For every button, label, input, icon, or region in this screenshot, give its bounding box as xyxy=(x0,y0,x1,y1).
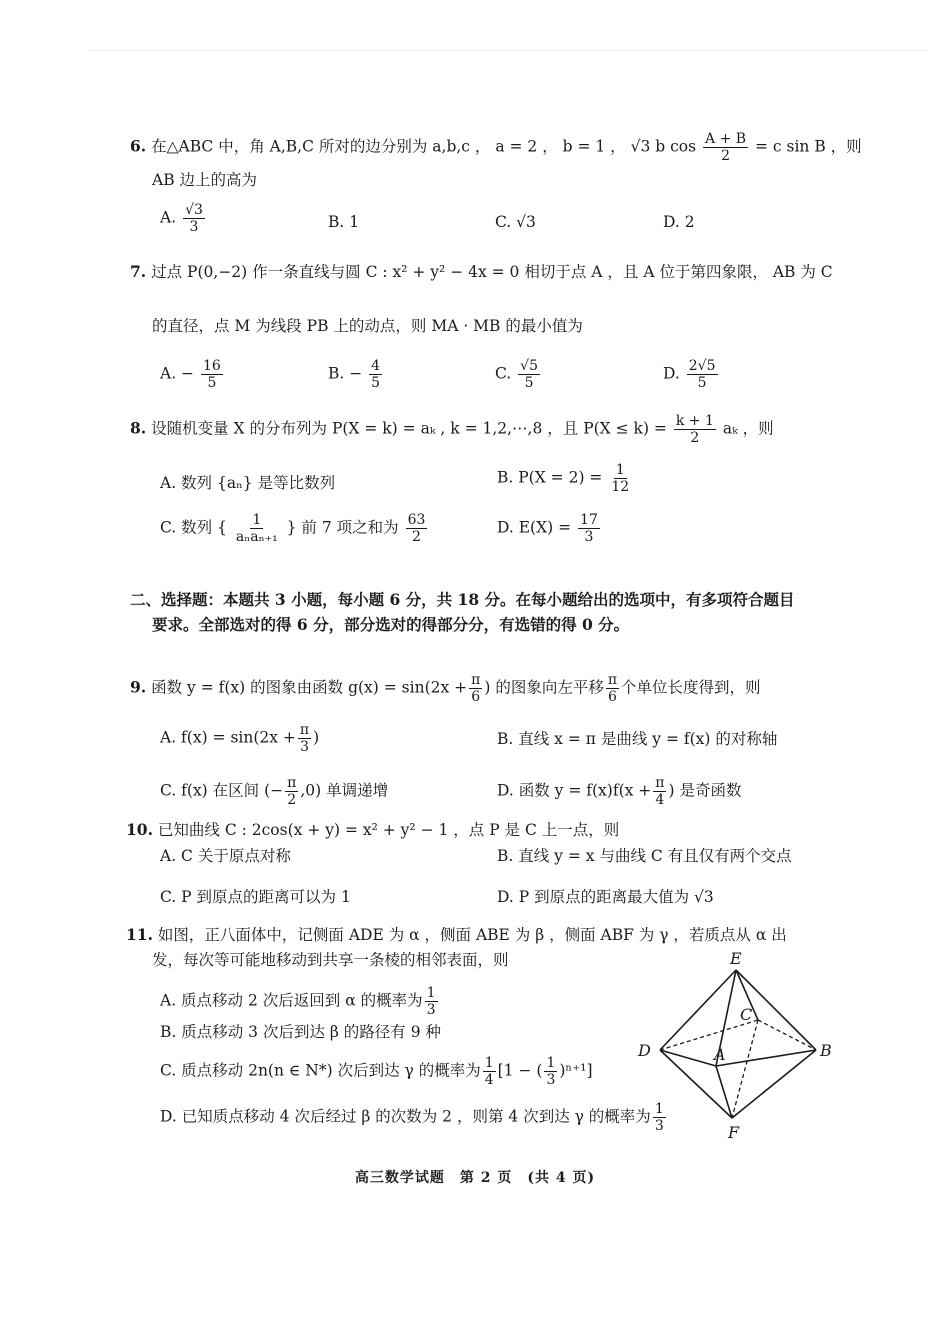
vertex-label-c: C xyxy=(740,1005,753,1024)
q9-frac2-num: π xyxy=(607,672,618,688)
q9-frac2-den: 6 xyxy=(607,689,617,705)
q9-option-d-den: 4 xyxy=(655,792,665,808)
edge-BF xyxy=(732,1050,816,1118)
page-footer: 高三数学试题 第 2 页 (共 4 页) xyxy=(354,1170,596,1186)
q9-option-a-num: π xyxy=(299,722,310,738)
q7-option-d-num: 2√5 xyxy=(688,358,716,374)
q6-option-d: D. 2 xyxy=(663,213,695,231)
q9-option-a-den: 3 xyxy=(300,739,309,755)
q11-number: 11. xyxy=(126,925,153,944)
q7-option-a-label: A. − xyxy=(160,364,195,383)
q8-option-d-num: 17 xyxy=(580,512,598,528)
q11-option-c-text-a: C. 质点移动 2n(n ∈ N*) 次后到达 γ 的概率为 xyxy=(160,1061,481,1080)
vertex-label-d: D xyxy=(638,1041,651,1060)
q11-option-b: B. 质点移动 3 次后到达 β 的路径有 9 种 xyxy=(160,1023,441,1041)
vertex-label-e: E xyxy=(730,949,742,968)
q6-number: 6. xyxy=(130,136,147,156)
q8-option-b-num: 1 xyxy=(615,462,625,478)
q7-option-a-fraction xyxy=(201,358,223,391)
q6-fraction xyxy=(703,131,748,164)
q11-option-c-num: 1 xyxy=(484,1055,494,1071)
q7-option-c-fraction xyxy=(518,358,540,391)
q10-line1 xyxy=(126,820,619,840)
q8-text-b: aₖ ，则 xyxy=(722,419,774,438)
q11-option-c-text-b: [1 − ( xyxy=(497,1061,543,1080)
q8-option-c-den2: 2 xyxy=(412,529,421,545)
q11-option-c-den2: 3 xyxy=(546,1072,556,1088)
q6-frac-den: 2 xyxy=(721,148,730,164)
edge-CF-hidden xyxy=(732,1020,758,1118)
q11-option-a-den: 3 xyxy=(426,1002,436,1018)
q6-option-a-den: 3 xyxy=(189,219,199,235)
q8-text-a: 设随机变量 X 的分布列为 P(X = k) = aₖ , k = 1,2,⋯,8 ，且 P(X ≤ k) = xyxy=(151,419,667,438)
vertex-label-f: F xyxy=(728,1123,740,1142)
q8-option-d-label: D. E(X) = xyxy=(497,518,572,537)
q8-option-b-label: B. P(X = 2) = xyxy=(497,468,603,487)
q7-option-c xyxy=(495,358,542,391)
q7-line2: 的直径，点 M 为线段 PB 上的动点，则 MA · MB 的最小值为 xyxy=(152,317,583,335)
q9-option-c-den: 2 xyxy=(287,792,297,808)
q11-option-a-fraction xyxy=(425,985,438,1018)
q8-option-b-fraction xyxy=(609,462,631,495)
q11-text-1: 如图，正八面体中，记侧面 ADE 为 α ，侧面 ABE 为 β ，侧面 ABF 为 γ ，若质点从 α 出 xyxy=(157,926,787,944)
q10-number: 10. xyxy=(126,820,153,839)
edge-AB xyxy=(716,1050,816,1066)
q8-option-d xyxy=(497,512,602,545)
q9-option-d-fraction xyxy=(653,775,666,808)
q11-option-d xyxy=(160,1101,668,1134)
q9-option-c-text-a: C. f(x) 在区间 (− xyxy=(160,781,284,800)
vertex-label-b: B xyxy=(820,1041,832,1060)
q6-option-c: C. √3 xyxy=(495,213,536,231)
q6-option-b: B. 1 xyxy=(328,213,360,231)
q11-option-d-text: D. 已知质点移动 4 次后经过 β 的次数为 2 ，则第 4 次到达 γ 的概率为 xyxy=(160,1107,651,1126)
q6-option-a-num: √3 xyxy=(185,202,203,218)
q7-option-b-num: 4 xyxy=(371,358,381,374)
q7-option-b-fraction xyxy=(369,358,382,391)
q7-option-b-den: 5 xyxy=(371,375,381,391)
q9-option-a-fraction xyxy=(298,722,311,755)
q9-number: 9. xyxy=(130,677,147,697)
q8-line1 xyxy=(130,413,774,446)
q7-option-c-label: C. xyxy=(495,364,512,383)
q11-option-a-num: 1 xyxy=(426,985,436,1001)
q9-option-c-text-b: ,0) 单调递增 xyxy=(300,781,389,800)
q11-line1 xyxy=(126,925,787,945)
q7-option-a-num: 16 xyxy=(202,358,221,374)
q7-option-b xyxy=(328,358,384,391)
q8-frac-den: 2 xyxy=(690,430,700,446)
q9-option-c-fraction xyxy=(285,775,298,808)
top-rule xyxy=(88,50,928,51)
q9-text-c: 个单位长度得到，则 xyxy=(621,678,761,697)
q8-option-c-num2: 63 xyxy=(407,512,426,528)
q7-option-c-num: √5 xyxy=(520,358,538,374)
q10-option-a: A. C 关于原点对称 xyxy=(160,847,291,865)
q8-option-c-num: 1 xyxy=(252,512,262,528)
q8-option-a: A. 数列 {aₙ} 是等比数列 xyxy=(160,474,336,492)
q11-option-c-fraction xyxy=(483,1055,496,1088)
octahedron-figure xyxy=(630,948,840,1144)
q11-option-c-num2: 1 xyxy=(546,1055,556,1071)
q8-option-c-den: aₙaₙ₊₁ xyxy=(235,529,278,545)
q8-frac-num: k + 1 xyxy=(675,413,714,429)
q9-option-d xyxy=(497,775,741,808)
q6-line2: AB 边上的高为 xyxy=(152,171,258,189)
q10-option-b: B. 直线 y = x 与曲线 C 有且仅有两个交点 xyxy=(497,847,792,865)
section2-line1: 二、选择题：本题共 3 小题，每小题 6 分，共 18 分。在每小题给出的选项中，有多项符合题目 xyxy=(130,590,795,609)
q6-line1 xyxy=(130,131,862,164)
q8-fraction xyxy=(674,413,716,446)
q9-frac1 xyxy=(469,672,482,705)
q7-line1 xyxy=(130,262,833,282)
q11-line2: 发，每次等可能地移动到共享一条棱的相邻表面，则 xyxy=(152,951,509,969)
q7-option-d xyxy=(663,358,720,391)
q9-text-b: ) 的图象向左平移 xyxy=(484,678,604,697)
q8-option-c-label: C. 数列 { xyxy=(160,518,227,537)
q8-number: 8. xyxy=(130,418,147,438)
q9-option-a-text-a: A. f(x) = sin(2x + xyxy=(160,728,296,747)
q7-option-a xyxy=(160,358,225,391)
q8-option-d-den: 3 xyxy=(584,529,594,545)
q7-option-d-label: D. xyxy=(663,364,680,383)
q6-option-a xyxy=(160,202,207,235)
q11-option-c-fraction2 xyxy=(544,1055,557,1088)
q8-option-c-mid: } 前 7 项之和为 xyxy=(286,518,399,537)
edge-ED xyxy=(660,970,736,1050)
q10-text: 已知曲线 C : 2cos(x + y) = x² + y² − 1 ，点 P 是 C 上一点，则 xyxy=(157,821,620,839)
q8-option-b xyxy=(497,462,633,495)
q8-option-c-fraction xyxy=(234,512,280,545)
q9-option-c-num: π xyxy=(287,775,297,791)
q6-frac-num: A + B xyxy=(705,131,747,147)
q9-text-a: 函数 y = f(x) 的图象由函数 g(x) = sin(2x + xyxy=(151,678,468,697)
q11-option-a-text: A. 质点移动 2 次后返回到 α 的概率为 xyxy=(160,991,423,1010)
section2-line2: 要求。全部选对的得 6 分，部分选对的得部分分，有选错的得 0 分。 xyxy=(152,615,630,634)
q6-text-b: = c sin B ，则 xyxy=(755,137,862,156)
q6-option-a-label: A. xyxy=(160,208,177,227)
q7-option-d-fraction xyxy=(687,358,718,391)
q8-option-b-den: 12 xyxy=(611,479,630,495)
q9-option-d-text-a: D. 函数 y = f(x)f(x + xyxy=(497,781,652,800)
q6-text-a: 在△ABC 中，角 A,B,C 所对的边分别为 a,b,c ， a = 2 ， b = 1 ， √3 b cos xyxy=(151,137,697,156)
q7-text-1: 过点 P(0,−2) 作一条直线与圆 C : x² + y² − 4x = 0 相切于点 A ，且 A 位于第四象限， AB 为 C xyxy=(151,263,833,281)
q10-option-d: D. P 到原点的距离最大值为 √3 xyxy=(497,888,714,906)
q6-option-a-fraction xyxy=(183,202,205,235)
q11-option-c-den: 4 xyxy=(484,1072,494,1088)
q11-option-c-text-c: )ⁿ⁺¹] xyxy=(559,1061,593,1080)
q10-option-c: C. P 到原点的距离可以为 1 xyxy=(160,888,351,906)
q7-option-b-label: B. − xyxy=(328,364,363,383)
q7-option-d-den: 5 xyxy=(697,375,707,391)
q11-option-d-num: 1 xyxy=(654,1101,664,1117)
q7-option-c-den: 5 xyxy=(524,375,534,391)
q9-frac1-num: π xyxy=(471,672,481,688)
q9-option-a xyxy=(160,722,319,755)
q7-number: 7. xyxy=(130,262,147,281)
q8-option-c xyxy=(160,512,429,545)
q8-option-d-fraction xyxy=(578,512,600,545)
q7-option-a-den: 5 xyxy=(207,375,217,391)
q9-option-b: B. 直线 x = π 是曲线 y = f(x) 的对称轴 xyxy=(497,730,778,748)
edge-CB-hidden xyxy=(758,1020,816,1050)
q9-option-a-text-b: ) xyxy=(313,728,320,747)
q9-option-d-num: π xyxy=(655,775,665,791)
q9-frac1-den: 6 xyxy=(471,689,481,705)
q11-option-a xyxy=(160,985,440,1018)
q11-option-c xyxy=(160,1055,593,1088)
q9-option-c xyxy=(160,775,388,808)
q9-frac2 xyxy=(606,672,619,705)
vertex-label-a: A xyxy=(714,1045,726,1064)
q11-option-d-den: 3 xyxy=(654,1118,664,1134)
q8-option-c-fraction2 xyxy=(406,512,428,545)
q9-line1 xyxy=(130,672,761,705)
q9-option-d-text-b: ) 是奇函数 xyxy=(668,781,742,800)
